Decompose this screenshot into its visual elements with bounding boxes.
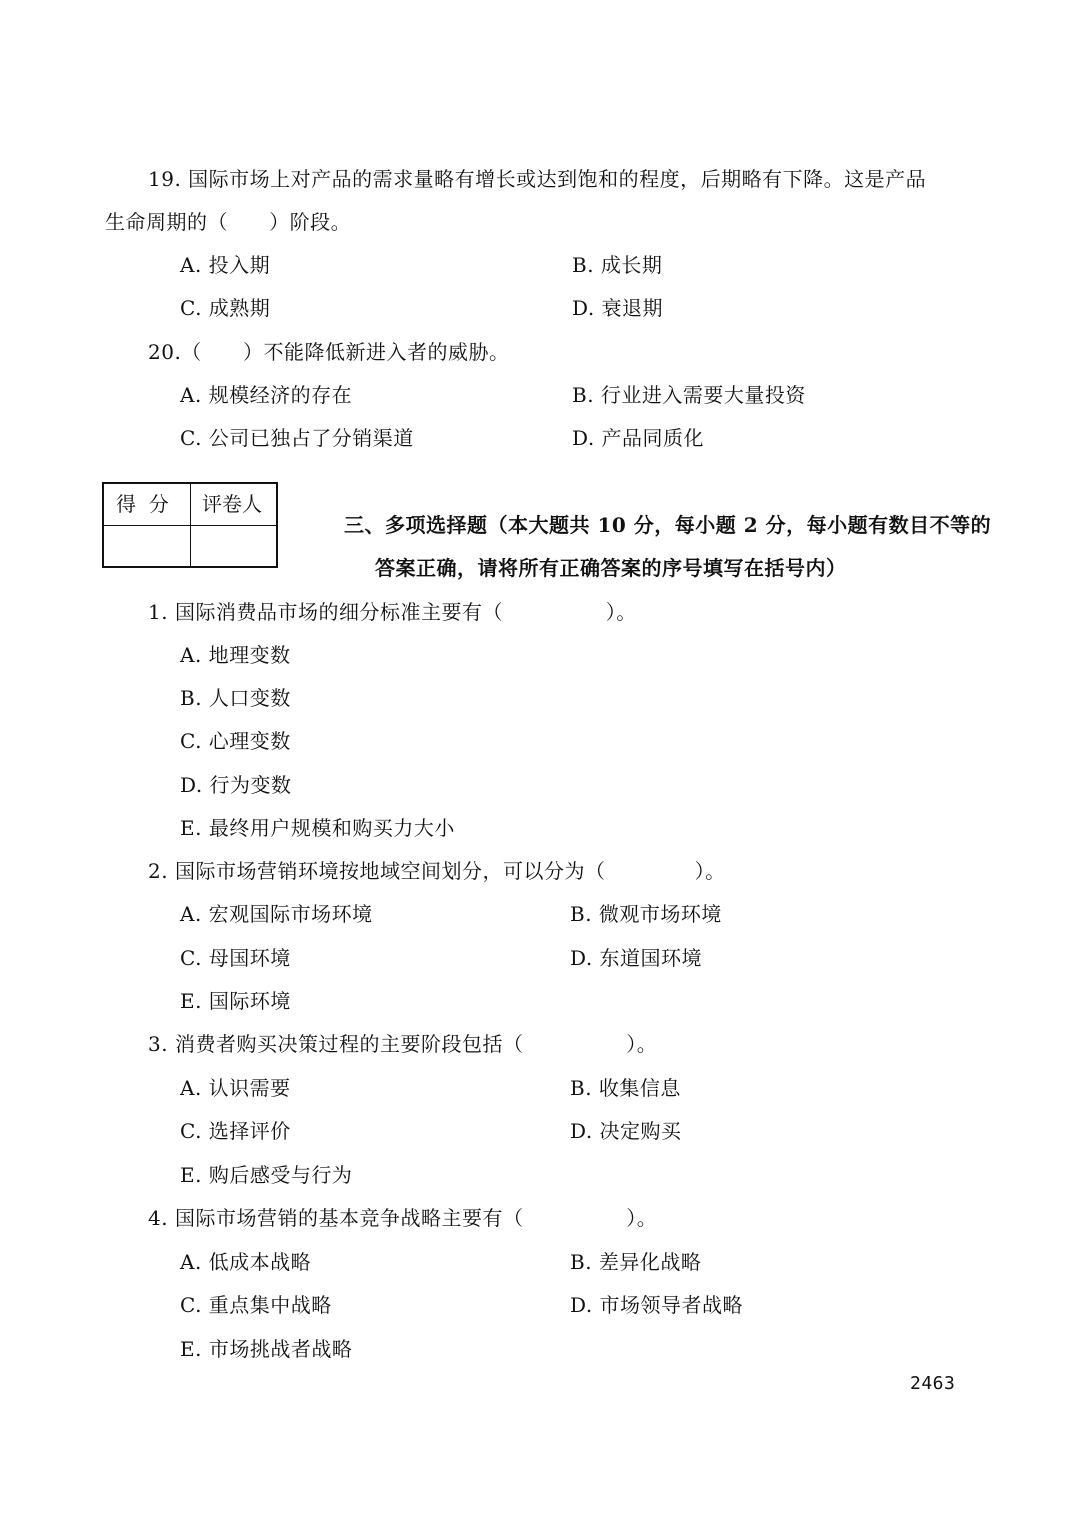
grader-input-cell[interactable] — [194, 527, 276, 565]
section-3-heading-line1: 三、多项选择题（本大题共 10 分，每小题 2 分，每小题有数目不等的 — [344, 513, 992, 537]
multi-question-1-option-a: A. 地理变数 — [180, 643, 291, 667]
question-19-stem-line1: 19. 国际市场上对产品的需求量略有增长或达到饱和的程度，后期略有下降。这是产品 — [148, 167, 927, 191]
multi-question-3-option-d: D. 决定购买 — [570, 1119, 682, 1143]
multi-question-4-option-e: E. 市场挑战者战略 — [180, 1337, 353, 1361]
multi-question-3-option-a: A. 认识需要 — [180, 1076, 291, 1100]
multi-question-1-option-e: E. 最终用户规模和购买力大小 — [180, 816, 455, 840]
multi-question-1-option-b: B. 人口变数 — [180, 686, 291, 710]
score-table-row-divider — [104, 525, 276, 526]
multi-question-4-option-a: A. 低成本战略 — [180, 1250, 312, 1274]
question-20-option-b: B. 行业进入需要大量投资 — [572, 383, 806, 407]
score-table — [102, 482, 278, 568]
question-19-option-c: C. 成熟期 — [180, 296, 271, 320]
grader-label: 评卷人 — [202, 492, 262, 516]
multi-question-4-option-c: C. 重点集中战略 — [180, 1293, 332, 1317]
multi-question-2-option-b: B. 微观市场环境 — [570, 902, 722, 926]
question-19-option-a: A. 投入期 — [180, 253, 271, 277]
multi-question-2-option-a: A. 宏观国际市场环境 — [180, 902, 373, 926]
multi-question-4-option-b: B. 差异化战略 — [570, 1250, 702, 1274]
multi-question-3-option-e: E. 购后感受与行为 — [180, 1163, 353, 1187]
multi-question-1-stem: 1. 国际消费品市场的细分标准主要有（ ）。 — [148, 600, 637, 624]
multi-question-4-option-d: D. 市场领导者战略 — [570, 1293, 744, 1317]
score-label: 得 分 — [116, 492, 169, 516]
question-19-option-d: D. 衰退期 — [572, 296, 664, 320]
multi-question-3-option-b: B. 收集信息 — [570, 1076, 681, 1100]
multi-question-1-option-d: D. 行为变数 — [180, 773, 292, 797]
question-20-option-c: C. 公司已独占了分销渠道 — [180, 426, 414, 450]
question-20-stem: 20.（ ）不能降低新进入者的威胁。 — [148, 340, 510, 364]
multi-question-1-option-c: C. 心理变数 — [180, 729, 291, 753]
question-20-option-a: A. 规模经济的存在 — [180, 383, 353, 407]
multi-question-2-option-e: E. 国际环境 — [180, 989, 291, 1013]
section-3-heading-line2: 答案正确，请将所有正确答案的序号填写在括号内） — [375, 556, 847, 580]
multi-question-2-stem: 2. 国际市场营销环境按地域空间划分，可以分为（ ）。 — [148, 859, 726, 883]
page-number: 2463 — [910, 1373, 956, 1394]
question-20-option-d: D. 产品同质化 — [572, 426, 705, 450]
multi-question-3-option-c: C. 选择评价 — [180, 1119, 291, 1143]
multi-question-2-option-d: D. 东道国环境 — [570, 946, 703, 970]
multi-question-4-stem: 4. 国际市场营销的基本竞争战略主要有（ ）。 — [148, 1206, 658, 1230]
question-19-stem-line2: 生命周期的（ ）阶段。 — [105, 210, 352, 234]
multi-question-2-option-c: C. 母国环境 — [180, 946, 291, 970]
score-input-cell[interactable] — [106, 527, 188, 565]
multi-question-3-stem: 3. 消费者购买决策过程的主要阶段包括（ ）。 — [148, 1032, 658, 1056]
question-19-option-b: B. 成长期 — [572, 253, 663, 277]
